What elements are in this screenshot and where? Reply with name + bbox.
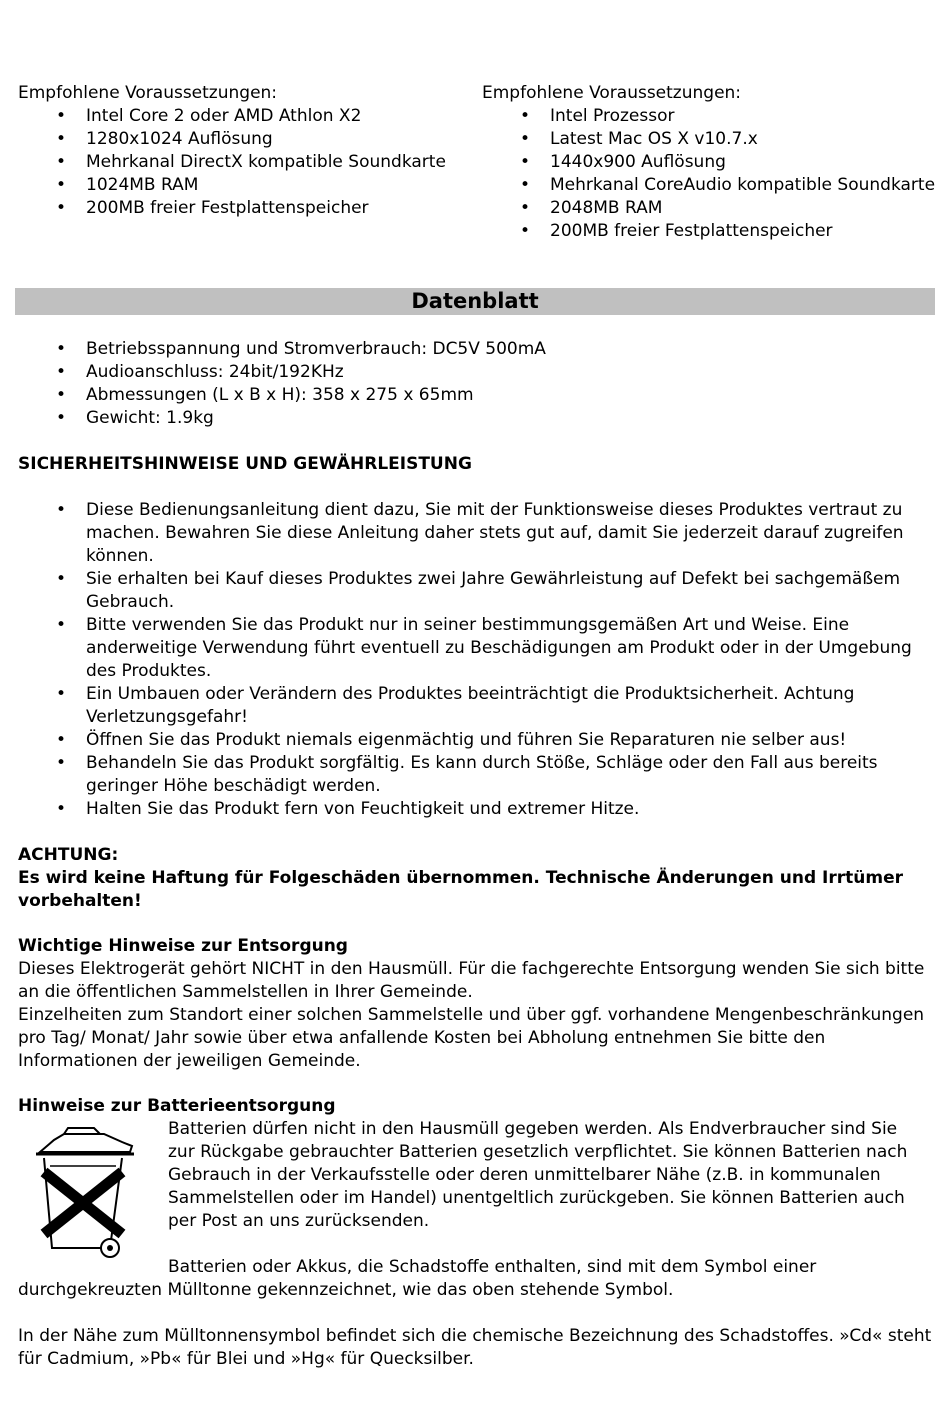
list-item: • Ein Umbauen oder Verändern des Produktes beeinträchtigt die Produktsicherheit. Achtung Verletzungsgefahr! xyxy=(18,683,933,729)
warning-text: Es wird keine Haftung für Folgeschäden übernommen. Technische Änderungen und Irrtümer vorbehalten! xyxy=(18,868,903,911)
list-item: • 2048MB RAM xyxy=(482,197,942,220)
disposal-heading: Wichtige Hinweise zur Entsorgung xyxy=(18,936,348,956)
disposal-paragraph: Einzelheiten zum Standort einer solchen Sammelstelle und über ggf. vorhandene Mengenbeschränkungen pro Tag/ Monat/ Jahr sowie über etwa anfallende Kosten bei Abholung entnehmen Sie bitte den Informationen der jeweiligen Gemeinde. xyxy=(18,1005,925,1071)
list-item: • Halten Sie das Produkt fern von Feuchtigkeit und extremer Hitze. xyxy=(18,798,933,821)
list-item: • Behandeln Sie das Produkt sorgfältig. Es kann durch Stöße, Schläge oder den Fall aus bereits geringer Höhe beschädigt werden. xyxy=(18,752,933,798)
list-item: • Intel Prozessor xyxy=(482,105,942,128)
list-item: • 1024MB RAM xyxy=(18,174,478,197)
list-item: • Mehrkanal CoreAudio kompatible Soundkarte xyxy=(482,174,942,197)
requirements-title: Empfohlene Voraussetzungen: xyxy=(18,83,278,103)
requirements-mac xyxy=(482,82,942,243)
battery-paragraph xyxy=(18,1256,933,1302)
datasheet-list xyxy=(18,338,918,430)
battery-heading: Hinweise zur Batterieentsorgung xyxy=(18,1096,336,1116)
requirements-windows xyxy=(18,82,478,220)
datasheet-heading: Datenblatt xyxy=(15,288,935,315)
list-item: • 1280x1024 Auflösung xyxy=(18,128,478,151)
disposal-paragraph: Dieses Elektrogerät gehört NICHT in den Hausmüll. Für die fachgerechte Entsorgung wenden Sie sich bitte an die öffentlichen Sammelstellen in Ihrer Gemeinde. xyxy=(18,959,925,1002)
crossed-out-bin-icon xyxy=(30,1120,148,1260)
list-item: • 1440x900 Auflösung xyxy=(482,151,942,174)
requirements-list xyxy=(18,105,478,220)
list-item: • 200MB freier Festplattenspeicher xyxy=(482,220,942,243)
safety-list-block xyxy=(18,499,933,821)
list-item: • Audioanschluss: 24bit/192KHz xyxy=(18,361,918,384)
list-item: • Betriebsspannung und Stromverbrauch: DC5V 500mA xyxy=(18,338,918,361)
battery-symbol-text: Batterien oder Akkus, die Schadstoffe enthalten, sind mit dem Symbol einer durchgekreuzten Mülltonne gekennzeichnet, wie das oben stehende Symbol. xyxy=(18,1257,817,1300)
safety-list xyxy=(18,499,933,821)
safety-heading: SICHERHEITSHINWEISE UND GEWÄHRLEISTUNG xyxy=(18,454,472,474)
requirements-list xyxy=(482,105,942,243)
battery-paragraph: Batterien dürfen nicht in den Hausmüll gegeben werden. Als Endverbraucher sind Sie zur Rückgabe gebrauchter Batterien gesetzlich verpflichtet. Sie können Batterien nach Gebrauch in der Verkaufsstelle oder deren unmittelbarer Nähe (z.B. in kommunalen Sammelstellen oder im Handel) unentgeltlich zurückgeben. Sie können Batterien auch per Post an uns zurücksenden. xyxy=(168,1119,908,1231)
list-item: • Gewicht: 1.9kg xyxy=(18,407,918,430)
list-item: • Intel Core 2 oder AMD Athlon X2 xyxy=(18,105,478,128)
list-item: • Latest Mac OS X v10.7.x xyxy=(482,128,942,151)
battery-paragraph: In der Nähe zum Mülltonnensymbol befindet sich die chemische Bezeichnung des Schadstoffes. »Cd« steht für Cadmium, »Pb« für Blei und »Hg« für Quecksilber. xyxy=(18,1326,932,1369)
list-item: • Bitte verwenden Sie das Produkt nur in seiner bestimmungsgemäßen Art und Weise. Eine anderweitige Verwendung führt eventuell zu Beschädigungen am Produkt oder in der Umgebung des Produktes. xyxy=(18,614,933,683)
datasheet-list-block xyxy=(18,338,918,430)
list-item: • Sie erhalten bei Kauf dieses Produktes zwei Jahre Gewährleistung auf Defekt bei sachgemäßem Gebrauch. xyxy=(18,568,933,614)
disposal-block xyxy=(18,935,933,1073)
list-item: • Mehrkanal DirectX kompatible Soundkarte xyxy=(18,151,478,174)
list-item: • Öffnen Sie das Produkt niemals eigenmächtig und führen Sie Reparaturen nie selber aus! xyxy=(18,729,933,752)
list-item: • Abmessungen (L x B x H): 358 x 275 x 65mm xyxy=(18,384,918,407)
warning-block xyxy=(18,844,928,913)
requirements-title: Empfohlene Voraussetzungen: xyxy=(482,83,742,103)
list-item: • Diese Bedienungsanleitung dient dazu, Sie mit der Funktionsweise dieses Produktes vertraut zu machen. Bewahren Sie diese Anleitung daher stets gut auf, damit Sie jederzeit darauf zugreifen können. xyxy=(18,499,933,568)
warning-label: ACHTUNG: xyxy=(18,845,119,865)
list-item: • 200MB freier Festplattenspeicher xyxy=(18,197,478,220)
